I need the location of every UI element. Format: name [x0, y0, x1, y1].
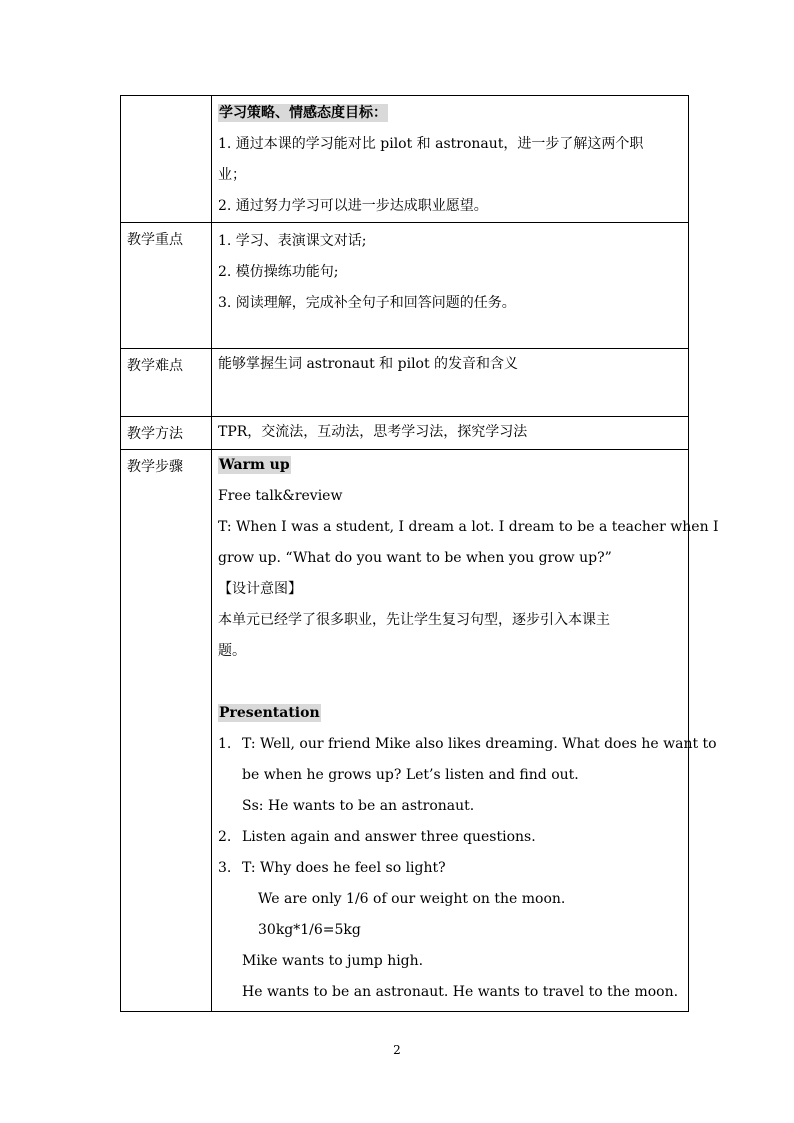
key-point-item: 1. 学习、表演课文对话;: [218, 233, 367, 249]
list-number: 2.: [218, 829, 232, 845]
difficulties-label: 教学难点: [121, 349, 212, 417]
key-points-row: [121, 223, 689, 349]
difficulties-text: 能够掌握生词 astronaut 和 pilot 的发音和含义: [218, 356, 519, 372]
teacher-line-1: T: When I was a student, I dream a lot. I dream to be a teacher when I: [218, 519, 719, 535]
list-number: 1.: [218, 736, 232, 752]
objectives-label-cell: [121, 96, 212, 223]
presentation-item-3-line-3: 30kg*1/6=5kg: [258, 922, 361, 938]
presentation-item-1: [218, 729, 717, 760]
key-points-label: 教学重点: [121, 223, 212, 349]
design-intent-line-1: 本单元已经学了很多职业，先让学生复习句型，逐步引入本课主: [218, 612, 610, 628]
design-intent-heading: 【设计意图】: [218, 581, 302, 597]
key-points-content-cell: [212, 223, 689, 349]
objective-item-2: 2. 通过努力学习可以进一步达成职业愿望。: [218, 198, 488, 214]
presentation-heading: Presentation: [219, 705, 320, 721]
presentation-item-1-line-3: Ss: He wants to be an astronaut.: [242, 798, 475, 814]
methods-label: 教学方法: [121, 417, 212, 450]
presentation-item-3-line-5: He wants to be an astronaut. He wants to travel to the moon.: [242, 984, 679, 1000]
presentation-item-3-line-4: Mike wants to jump high.: [242, 953, 424, 969]
list-item-text: Listen again and answer three questions.: [242, 829, 536, 845]
methods-row: [121, 417, 689, 450]
page-number: 2: [393, 1043, 401, 1057]
design-intent-line-2: 题。: [218, 643, 246, 659]
difficulties-row: [121, 349, 689, 417]
methods-text: TPR，交流法，互动法，思考学习法，探究学习法: [218, 424, 528, 440]
list-item-text: T: Why does he feel so light?: [242, 860, 446, 876]
objectives-title: 学习策略、情感态度目标：: [219, 105, 387, 121]
teacher-line-2: grow up. “What do you want to be when you grow up?”: [218, 550, 612, 566]
presentation-item-3: [218, 853, 682, 884]
objective-item-1-line-2: 业；: [218, 167, 246, 183]
free-talk-text: Free talk&review: [218, 488, 343, 504]
list-number: 3.: [218, 860, 232, 876]
steps-label: 教学步骤: [121, 450, 212, 1012]
methods-content-cell: [212, 417, 689, 450]
objective-item-1-line-1: 1. 通过本课的学习能对比 pilot 和 astronaut，进一步了解这两个职: [218, 136, 644, 152]
presentation-item-1-line-2: be when he grows up? Let’s listen and find out.: [242, 767, 579, 783]
difficulties-content-cell: [212, 349, 689, 417]
lesson-plan-table: [120, 95, 719, 1012]
objectives-content-cell: [212, 96, 689, 223]
presentation-item-3-line-2: We are only 1/6 of our weight on the moon.: [258, 891, 566, 907]
steps-content-cell: [212, 450, 719, 1012]
key-point-item: 3. 阅读理解，完成补全句子和回答问题的任务。: [218, 295, 516, 311]
list-item-text: T: Well, our friend Mike also likes dreaming. What does he want to: [242, 736, 717, 752]
warmup-heading: Warm up: [219, 457, 290, 473]
objectives-row: [121, 96, 689, 223]
key-point-item: 2. 模仿操练功能句;: [218, 264, 339, 280]
presentation-item-2: [218, 822, 682, 853]
steps-row: [121, 450, 689, 1012]
